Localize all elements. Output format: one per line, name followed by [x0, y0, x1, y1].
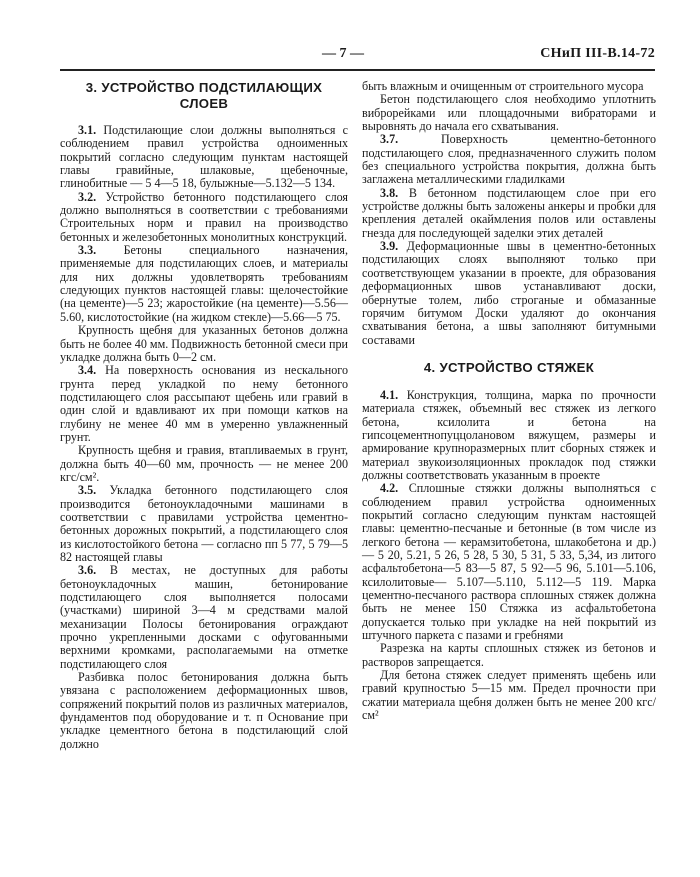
paragraph-text: Разбивка полос бетонирования должна быть увязана с расположением деформационных швов, сопряжений покрытий полов из различных материалов, фундаментов под оборудование и т. п Основание при укладке цементного бетона в подстилающий слой должно	[60, 670, 348, 751]
section-3-heading: 3. УСТРОЙСТВО ПОДСТИЛАЮЩИХ СЛОЕВ	[85, 80, 323, 111]
left-column	[60, 80, 348, 751]
paragraph-text: Укладка бетонного подстилающего слоя производится бетоноукладочными машинами в соответствии с правилами устройства цементно-бетонных дорожных покрытий, а подстилающего слоя из кислотостойкого бетона — согласно пп 5 77, 5 79—5 82 настоящей главы	[60, 483, 348, 564]
paragraph-text: Конструкция, толщина, марка по прочности материала стяжек, объемный вес стяжек из легкого бетона, ксилолита и бетона на гипсоцементнопуццолановом вяжущем, размеры и армирование крупноразмерных плит сборных стяжек и материал звукоизоляционных прокладок под стяжки должны соответствовать указанным в проекте	[362, 387, 656, 482]
paragraph-text: Подстилающие слои должны выполняться с соблюдением правил устройства одноименных покрытий согласно следующим пунктам настоящей главы гравийные, шлаковые, щебеночные, глинобитные — 5 4—5 18, булыжные—5.132—5 134.	[60, 123, 348, 191]
page-header	[60, 46, 655, 70]
paragraph	[362, 187, 656, 240]
right-column	[362, 80, 656, 722]
paragraph	[362, 482, 656, 642]
paragraph	[362, 240, 656, 347]
paragraph	[60, 564, 348, 671]
clause-number: 3.3.	[78, 243, 97, 258]
paragraph-text: Крупность щебня и гравия, втапливаемых в грунт, должна быть 40—60 мм, прочность — не менее 200 кгс/см².	[60, 443, 348, 484]
clause-number: 4.1.	[380, 387, 399, 402]
paragraph	[362, 389, 656, 482]
header-rule	[60, 69, 655, 71]
paragraph	[60, 244, 348, 324]
paragraph	[362, 93, 656, 133]
paragraph	[362, 642, 656, 669]
clause-number: 3.6.	[78, 563, 97, 578]
paragraph-text: В местах, не доступных для работы бетоноукладочных машин, бетонирование подстилающего слоя выполняется полосами (участками) шириной 3—4 м средствами малой механизации Полосы бетонирования ограждают прочно укрепленными досками с офугованными верхними кромками, располагаемыми на отметке подстилающего слоя	[60, 563, 348, 671]
document-code: СНиП III-В.14-72	[540, 46, 655, 61]
clause-number: 3.2.	[78, 189, 97, 204]
clause-number: 3.5.	[78, 483, 97, 498]
paragraph-text: быть влажным и очищенным от строительного мусора	[362, 79, 644, 93]
paragraph-text: В бетонном подстилающем слое при его устройстве должны быть заложены анкеры и пробки для крепления деталей окаймления полов или оставлены гнезда для последующей заделки этих деталей	[362, 185, 656, 240]
paragraph-text: Разрезка на карты сплошных стяжек из бетонов и растворов запрещается.	[362, 641, 656, 669]
paragraph	[60, 191, 348, 244]
clause-number: 3.4.	[78, 363, 97, 378]
page-number: — 7 —	[322, 46, 364, 61]
paragraph	[60, 444, 348, 484]
paragraph-text: Для бетона стяжек следует применять щебень или гравий крупностью 5—15 мм. Предел прочности при сжатии материала щебня должен быть не менее 200 кгс/см²	[362, 668, 656, 723]
paragraph-text: Поверхность цементно-бетонного подстилающего слоя, предназначенного служить полом без специального устройства покрытия, должна быть заглажена металлическими гладилками	[362, 132, 656, 187]
paragraph-text: Бетоны специального назначения, применяемые для подстилающих слоев, и материалы для них должны удовлетворять требованиям следующих пунктов настоящей главы: щелочестойкие (на цементе)—5 23; жаростойкие (на цементе)—5.56—5.60, кислотостойкие (на жидком стекле)—5.66—5 75.	[60, 243, 348, 324]
paragraph-text: Бетон подстилающего слоя необходимо уплотнить виброрейками или площадочными вибраторами и выровнять до начала его схватывания.	[362, 92, 656, 134]
paragraph	[60, 124, 348, 191]
paragraph	[60, 484, 348, 564]
clause-number: 3.8.	[380, 185, 399, 200]
paragraph-text: Крупность щебня для указанных бетонов должна быть не более 40 мм. Подвижность бетонной смеси при укладке должна быть 0—2 см.	[60, 323, 348, 364]
paragraph	[60, 324, 348, 364]
clause-number: 3.1.	[78, 123, 97, 137]
paragraph-text: Устройство бетонного подстилающего слоя должно выполняться в соответствии с требованиями Строительных норм и правил на производство бетонных и железобетонных монолитных конструкций.	[60, 189, 348, 244]
paragraph	[362, 133, 656, 186]
section-4-heading: 4. УСТРОЙСТВО СТЯЖЕК	[423, 359, 595, 375]
clause-number: 3.9.	[380, 239, 399, 254]
clause-number: 4.2.	[380, 481, 399, 496]
paragraph-text: На поверхность основания из нескального грунта перед укладкой по нему бетонного подстилающего слоя рассыпают щебень или гравий в один слой и вдавливают их при помощи катков на глубину не менее 40 мм в умеренно увлажненный грунт.	[60, 363, 348, 444]
paragraph-text: Сплошные стяжки должны выполняться с соблюдением правил устройства одноименных покрытий согласно следующим пунктам настоящей главы: цементно-песчаные и бетонные (в том числе из легкого бетона — керамзитобетона, шлакобетона и др.) — 5 20, 5.21, 5 26, 5 28, 5 30, 5 31, 5 33, 5,34, из литого асфальтобетона—5 83—5 87, 5 92—5 96, 5.101—5.106, ксилолитовые— 5.107—5.110, 5.112—5 119. Марка цементно-песчаного раствора сплошных стяжек должна быть не менее 150 Стяжка из асфальтобетона допускается только при укладке на ней покрытий из штучного паркета с пазами и гребнями	[362, 481, 656, 643]
paragraph	[362, 669, 656, 722]
clause-number: 3.7.	[380, 132, 399, 147]
paragraph	[60, 671, 348, 751]
paragraph-text: Деформационные швы в цементно-бетонных подстилающих слоях выполняют только при соответствующем указании в проекте, для образования деформационных швов устанавливают доски, обернутые толем, либо строганые и обмазанные горячим битумом Доски удаляют до окончания схватывания бетона, а швы заполняют битумными составами	[362, 239, 656, 347]
paragraph	[362, 80, 656, 93]
paragraph	[60, 364, 348, 444]
